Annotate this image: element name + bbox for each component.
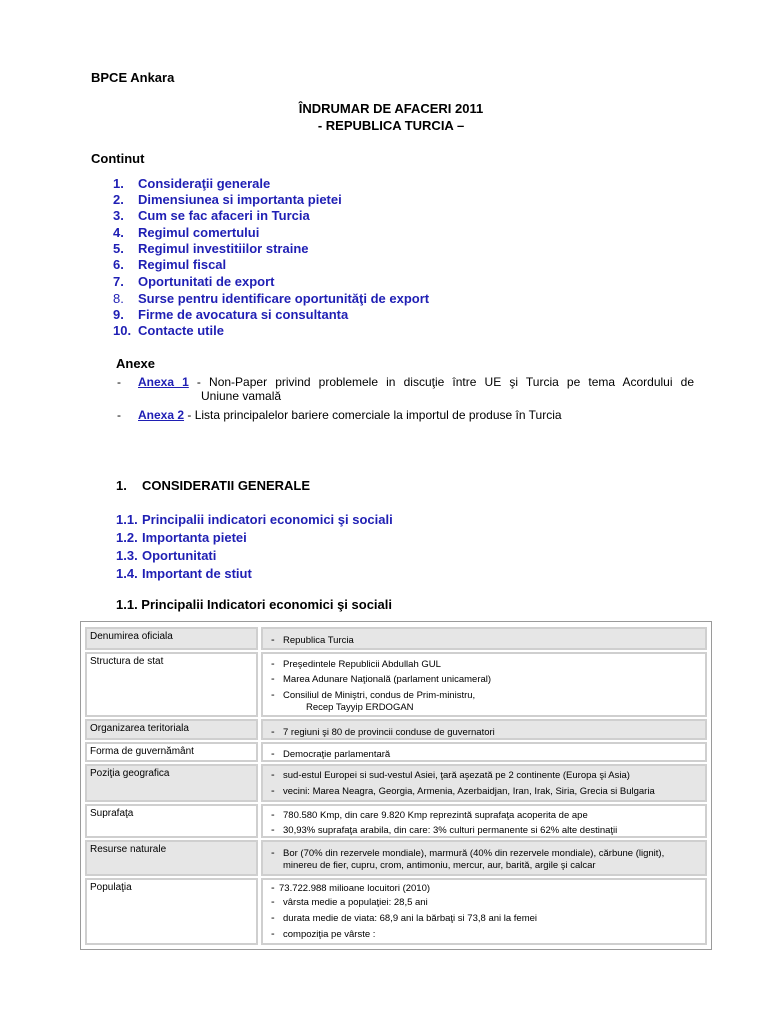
row-label: Suprafaţa bbox=[85, 804, 258, 838]
row-value: - Republica Turcia bbox=[261, 627, 707, 650]
org-name: BPCE Ankara bbox=[91, 70, 175, 85]
row-value: - 7 regiuni şi 80 de provincii conduse de guvernatori bbox=[261, 719, 707, 740]
toc-item[interactable]: 4. Regimul comertului bbox=[113, 225, 260, 240]
indicators-table bbox=[80, 621, 712, 950]
toc-item[interactable]: 10. Contacte utile bbox=[113, 323, 224, 338]
document-title: ÎNDRUMAR DE AFACERI 2011 bbox=[298, 101, 484, 116]
anexa-2-link[interactable]: Anexa 2 bbox=[138, 408, 185, 422]
section-heading: 1. CONSIDERATII GENERALE bbox=[116, 478, 311, 493]
contents-heading: Continut bbox=[91, 151, 145, 166]
toc-item[interactable]: 8. Surse pentru identificare oportunităţi de export bbox=[113, 291, 430, 306]
anexa-1-link[interactable]: Anexa 1 bbox=[138, 375, 189, 389]
row-label: Forma de guvernământ bbox=[85, 742, 258, 762]
document-subtitle: - REPUBLICA TURCIA – bbox=[317, 118, 465, 133]
row-label: Denumirea oficiala bbox=[85, 627, 258, 650]
toc-item[interactable]: 2. Dimensiunea si importanta pietei bbox=[113, 192, 342, 207]
row-value: - Bor (70% din rezervele mondiale), marmură (40% din rezervele mondiale), cărbune (lignit), minereu de fier, cupru, crom, antimoniu, mercur, aur, barită, argile şi calcar bbox=[261, 840, 707, 876]
row-value: - sud-estul Europei si sud-vestul Asiei, ţară aşezată pe 2 continente (Europa şi Asia) - vecini: Marea Neagra, Georgia, Armenia, Azerbaidjan, Iran, Irak, Siria, Grecia si Bulgaria bbox=[261, 764, 707, 802]
anexe-heading: Anexe bbox=[116, 356, 156, 371]
subsection-item[interactable]: 1.4. Important de stiut bbox=[116, 566, 252, 581]
row-label: Structura de stat bbox=[85, 652, 258, 717]
toc-item[interactable]: 1. Consideraţii generale bbox=[113, 176, 271, 191]
row-label: Poziţia geografica bbox=[85, 764, 258, 802]
toc-item[interactable]: 9. Firme de avocatura si consultanta bbox=[113, 307, 349, 322]
row-label: Resurse naturale bbox=[85, 840, 258, 876]
toc-item[interactable]: 6. Regimul fiscal bbox=[113, 257, 227, 272]
toc-item[interactable]: 7. Oportunitati de export bbox=[113, 274, 275, 289]
subsection-item[interactable]: 1.3. Oportunitati bbox=[116, 548, 217, 563]
row-label: Populaţia bbox=[85, 878, 258, 945]
subsection-heading: 1.1. Principalii Indicatori economici şi sociali bbox=[116, 597, 392, 612]
row-value: - Preşedintele Republicii Abdullah GUL - Marea Adunare Naţională (parlament unicameral) - Consiliul de Miniştri, condus de Prim-ministru, Recep Tayyip ERDOGAN bbox=[261, 652, 707, 717]
row-value: - 73.722.988 milioane locuitori (2010) - vârsta medie a populaţiei: 28,5 ani - durata medie de viata: 68,9 ani la bărbaţi si 73,8 ani la femei - compoziţia pe vârste : bbox=[261, 878, 707, 945]
toc-item[interactable]: 5. Regimul investitiilor straine bbox=[113, 241, 309, 256]
toc-item[interactable]: 3. Cum se fac afaceri in Turcia bbox=[113, 208, 310, 223]
row-label: Organizarea teritoriala bbox=[85, 719, 258, 740]
subsection-item[interactable]: 1.2. Importanta pietei bbox=[116, 530, 247, 545]
subsection-item[interactable]: 1.1. Principalii indicatori economici şi sociali bbox=[116, 512, 393, 527]
row-value: - 780.580 Kmp, din care 9.820 Kmp reprezintă suprafaţa acoperita de ape - 30,93% suprafaţa arabila, din care: 3% culturi permanente si 62% alte destinaţii bbox=[261, 804, 707, 838]
row-value: - Democraţie parlamentară bbox=[261, 742, 707, 762]
